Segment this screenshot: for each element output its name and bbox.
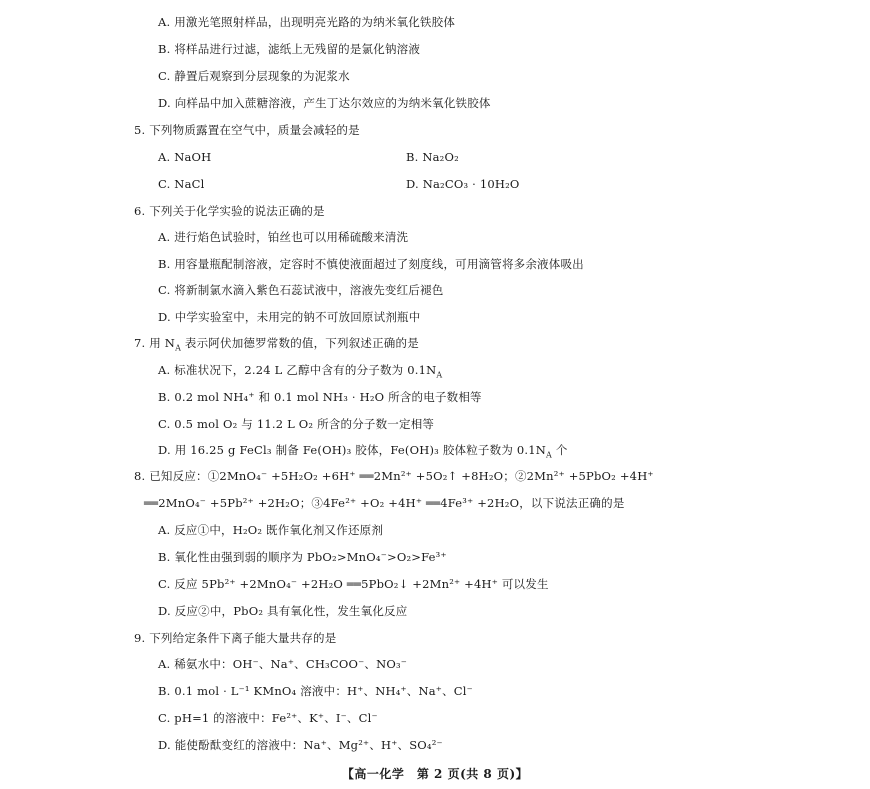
answer-option: B. 氧化性由强到弱的顺序为 PbO₂>MnO₄⁻>O₂>Fe³⁺ (158, 550, 447, 564)
question-stem: 6. 下列关于化学实验的说法正确的是 (134, 204, 325, 218)
answer-option: B. 0.1 mol · L⁻¹ KMnO₄ 溶液中：H⁺、NH₄⁺、Na⁺、Cl⁻ (158, 684, 473, 698)
answer-option: D. 中学实验室中，未用完的钠不可放回原试剂瓶中 (158, 310, 421, 324)
page-footer: 【高一化学 第 2 页(共 8 页)】 (341, 767, 529, 781)
answer-option: B. 将样品进行过滤，滤纸上无残留的是氯化钠溶液 (158, 42, 421, 56)
answer-option: A. 用激光笔照射样品，出现明亮光路的为纳米氧化铁胶体 (158, 15, 456, 29)
question-stem: 5. 下列物质露置在空气中，质量会减轻的是 (134, 123, 360, 137)
answer-option: A. 进行焰色试验时，铂丝也可以用稀硫酸来清洗 (158, 230, 409, 244)
answer-option: B. Na₂O₂ (406, 150, 459, 164)
answer-option: C. NaCl (158, 177, 205, 191)
question-stem: 9. 下列给定条件下离子能大量共存的是 (134, 631, 337, 645)
answer-option: B. 用容量瓶配制溶液，定容时不慎使液面超过了刻度线，可用滴管将多余液体吸出 (158, 257, 584, 271)
question-stem-continued: ══2MnO₄⁻ +5Pb²⁺ +2H₂O；③4Fe²⁺ +O₂ +4H⁺ ══4Fe³⁺ +2H₂O，以下说法正确的是 (144, 496, 625, 510)
answer-option: B. 0.2 mol NH₄⁺ 和 0.1 mol NH₃ · H₂O 所含的电子数相等 (158, 390, 482, 404)
answer-option: C. 静置后观察到分层现象的为泥浆水 (158, 69, 350, 83)
answer-option: D. Na₂CO₃ · 10H₂O (406, 177, 520, 191)
answer-option: D. 用 16.25 g FeCl₃ 制备 Fe(OH)₃ 胶体，Fe(OH)₃ 胶体粒子数为 $0.1N_A$ 个 (158, 443, 568, 460)
answer-option: A. 反应①中，H₂O₂ 既作氧化剂又作还原剂 (158, 523, 384, 537)
answer-option: C. 0.5 mol O₂ 与 11.2 L O₂ 所含的分子数一定相等 (158, 417, 435, 431)
answer-option: C. pH=1 的溶液中：Fe²⁺、K⁺、I⁻、Cl⁻ (158, 711, 378, 725)
answer-option: D. 能使酚酞变红的溶液中：Na⁺、Mg²⁺、H⁺、SO₄²⁻ (158, 738, 443, 752)
answer-option: A. 标准状况下，2.24 L 乙醇中含有的分子数为 $0.1N_A$ (158, 363, 443, 380)
answer-option: D. 向样品中加入蔗糖溶液，产生丁达尔效应的为纳米氧化铁胶体 (158, 96, 491, 110)
answer-option: C. 反应 5Pb²⁺ +2MnO₄⁻ +2H₂O ══5PbO₂↓ +2Mn²⁺ +4H⁺ 可以发生 (158, 577, 549, 591)
question-stem: 8. 已知反应：①2MnO₄⁻ +5H₂O₂ +6H⁺ ══2Mn²⁺ +5O₂↑ +8H₂O；②2Mn²⁺ +5PbO₂ +4H⁺ (134, 469, 654, 483)
answer-option: A. NaOH (158, 150, 212, 164)
answer-option: A. 稀氨水中：OH⁻、Na⁺、CH₃COO⁻、NO₃⁻ (158, 657, 408, 671)
answer-option: C. 将新制氯水滴入紫色石蕊试液中，溶液先变红后褪色 (158, 283, 444, 297)
answer-option: D. 反应②中，PbO₂ 具有氧化性，发生氧化反应 (158, 604, 408, 618)
question-stem: 7. 用 $N_A$ 表示阿伏加德罗常数的值，下列叙述正确的是 (134, 336, 419, 353)
